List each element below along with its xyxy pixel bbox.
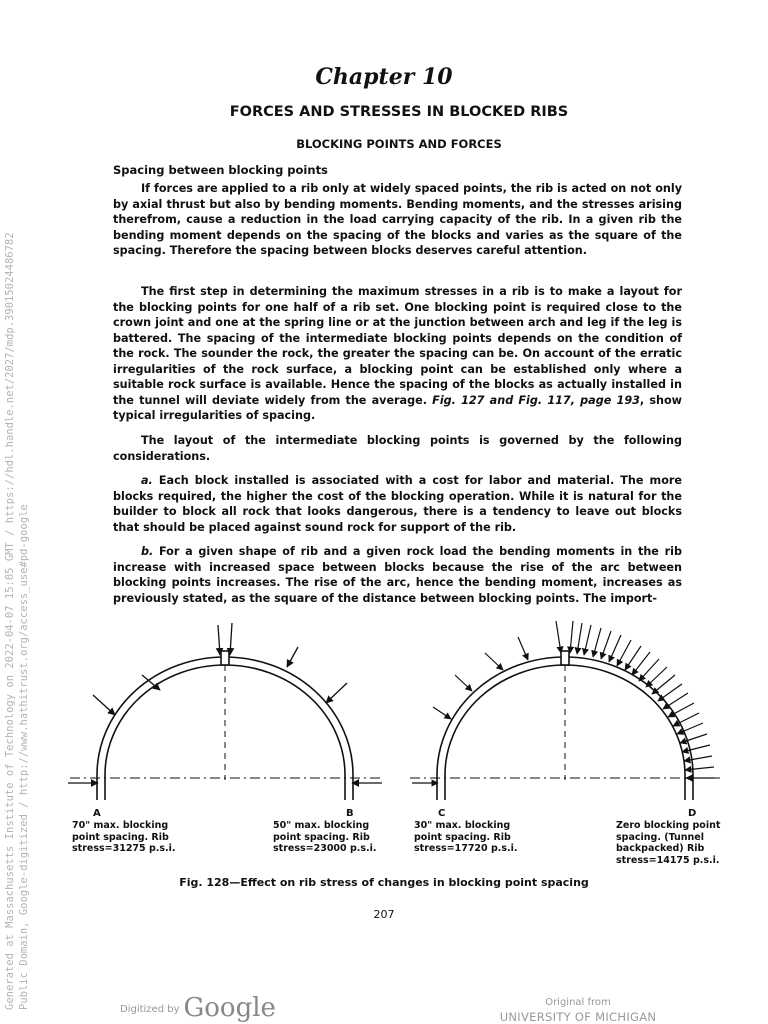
- figure-caption: Fig. 128—Effect on rib stress of changes in blocking point spacing: [179, 876, 589, 889]
- point-label-c: C: [438, 808, 446, 819]
- digitized-by-text: Digitized by: [120, 1004, 180, 1015]
- paragraph-3: The layout of the intermediate blocking points is governed by the following considerations.: [113, 434, 682, 463]
- point-label-b: B: [346, 808, 354, 819]
- digitized-by-google: [120, 993, 276, 1023]
- page-number: 207: [373, 908, 395, 921]
- chapter-heading: Chapter 10: [315, 64, 453, 90]
- access-stamp-line-1: Generated at Massachusetts Institute of Technology on 2022-04-07 15:05 GMT / https://hdl.handle.net/2027/mdp.39015024486782: [4, 232, 16, 1010]
- point-label-a: A: [93, 808, 101, 819]
- label-30-spacing: 30" max. blocking point spacing. Rib stress=17720 p.s.i.: [414, 820, 518, 854]
- point-label-d: D: [688, 808, 697, 819]
- rib-diagram-c-d: [410, 621, 722, 800]
- chapter-title: FORCES AND STRESSES IN BLOCKED RIBS: [229, 104, 569, 120]
- paragraph-2: The first step in determining the maximum stresses in a rib is to make a layout for the blocking points for one half of a rib set. One blocking point is required close to the crown joint and one at the spring line or at the junction between arch and leg if the leg is battered. The spacing of the intermediate blocking points depends on the condition of the rock. The sounder the rock, the greater the spacing can be. On account of the erratic irregularities of the rock surface, a blocking point can be established only where a suitable rock surface is available. Hence the spacing of the blocks as actually installed in the tunnel will deviate widely from the average. Fig. 127 and Fig. 117, page 193, show typical irregularities of spacing.: [113, 285, 682, 422]
- paragraph-1: If forces are applied to a rib only at widely spaced points, the rib is acted on not only by axial thrust but also by bending moments. Bending moments, and the stresses arising therefrom, cause a reduction in the load carrying capacity of the rib. In a given rib the bending moment depends on the spacing of the blocks and varies as the square of the spacing. Therefore the spacing between blocks deserves careful attention.: [113, 182, 682, 257]
- figure-reference: Fig. 127 and Fig. 117, page 193: [432, 393, 640, 407]
- original-from-text: Original from: [545, 997, 611, 1008]
- paragraph-5: b. For a given shape of rib and a given rock load the bending moments in the rib increase with increased space between blocks because the rise of the arc between blocking points increases. The rise of the arc, hence the bending moment, increases as previously stated, as the square of the distance between blocking points. The import-: [113, 545, 682, 605]
- rib-diagram-a-b: [68, 623, 382, 800]
- subsection-heading: Spacing between blocking points: [113, 163, 328, 177]
- access-stamp-line-2: Public Domain, Google-digitized / http://www.hathitrust.org/access_use#pd-google: [18, 504, 30, 1010]
- rib-diagrams: [60, 615, 730, 815]
- institution-name: UNIVERSITY OF MICHIGAN: [499, 1010, 657, 1024]
- section-heading: BLOCKING POINTS AND FORCES: [296, 137, 502, 151]
- google-logo: Google: [183, 993, 276, 1023]
- original-from: [498, 996, 658, 1024]
- rib-figure: [60, 615, 730, 865]
- label-70-spacing: 70" max. blocking point spacing. Rib stress=31275 p.s.i.: [72, 820, 176, 854]
- label-50-spacing: 50" max. blocking point spacing. Rib stress=23000 p.s.i.: [273, 820, 377, 854]
- label-zero-spacing: Zero blocking point spacing. (Tunnel backpacked) Rib stress=14175 p.s.i.: [616, 820, 721, 866]
- paragraph-4: a. Each block installed is associated with a cost for labor and material. The more blocks required, the higher the cost of the blocking operation. While it is natural for the builder to block all rock that looks dangerous, there is a tendency to leave out blocks that should be placed against sound rock for support of the rib.: [113, 474, 682, 534]
